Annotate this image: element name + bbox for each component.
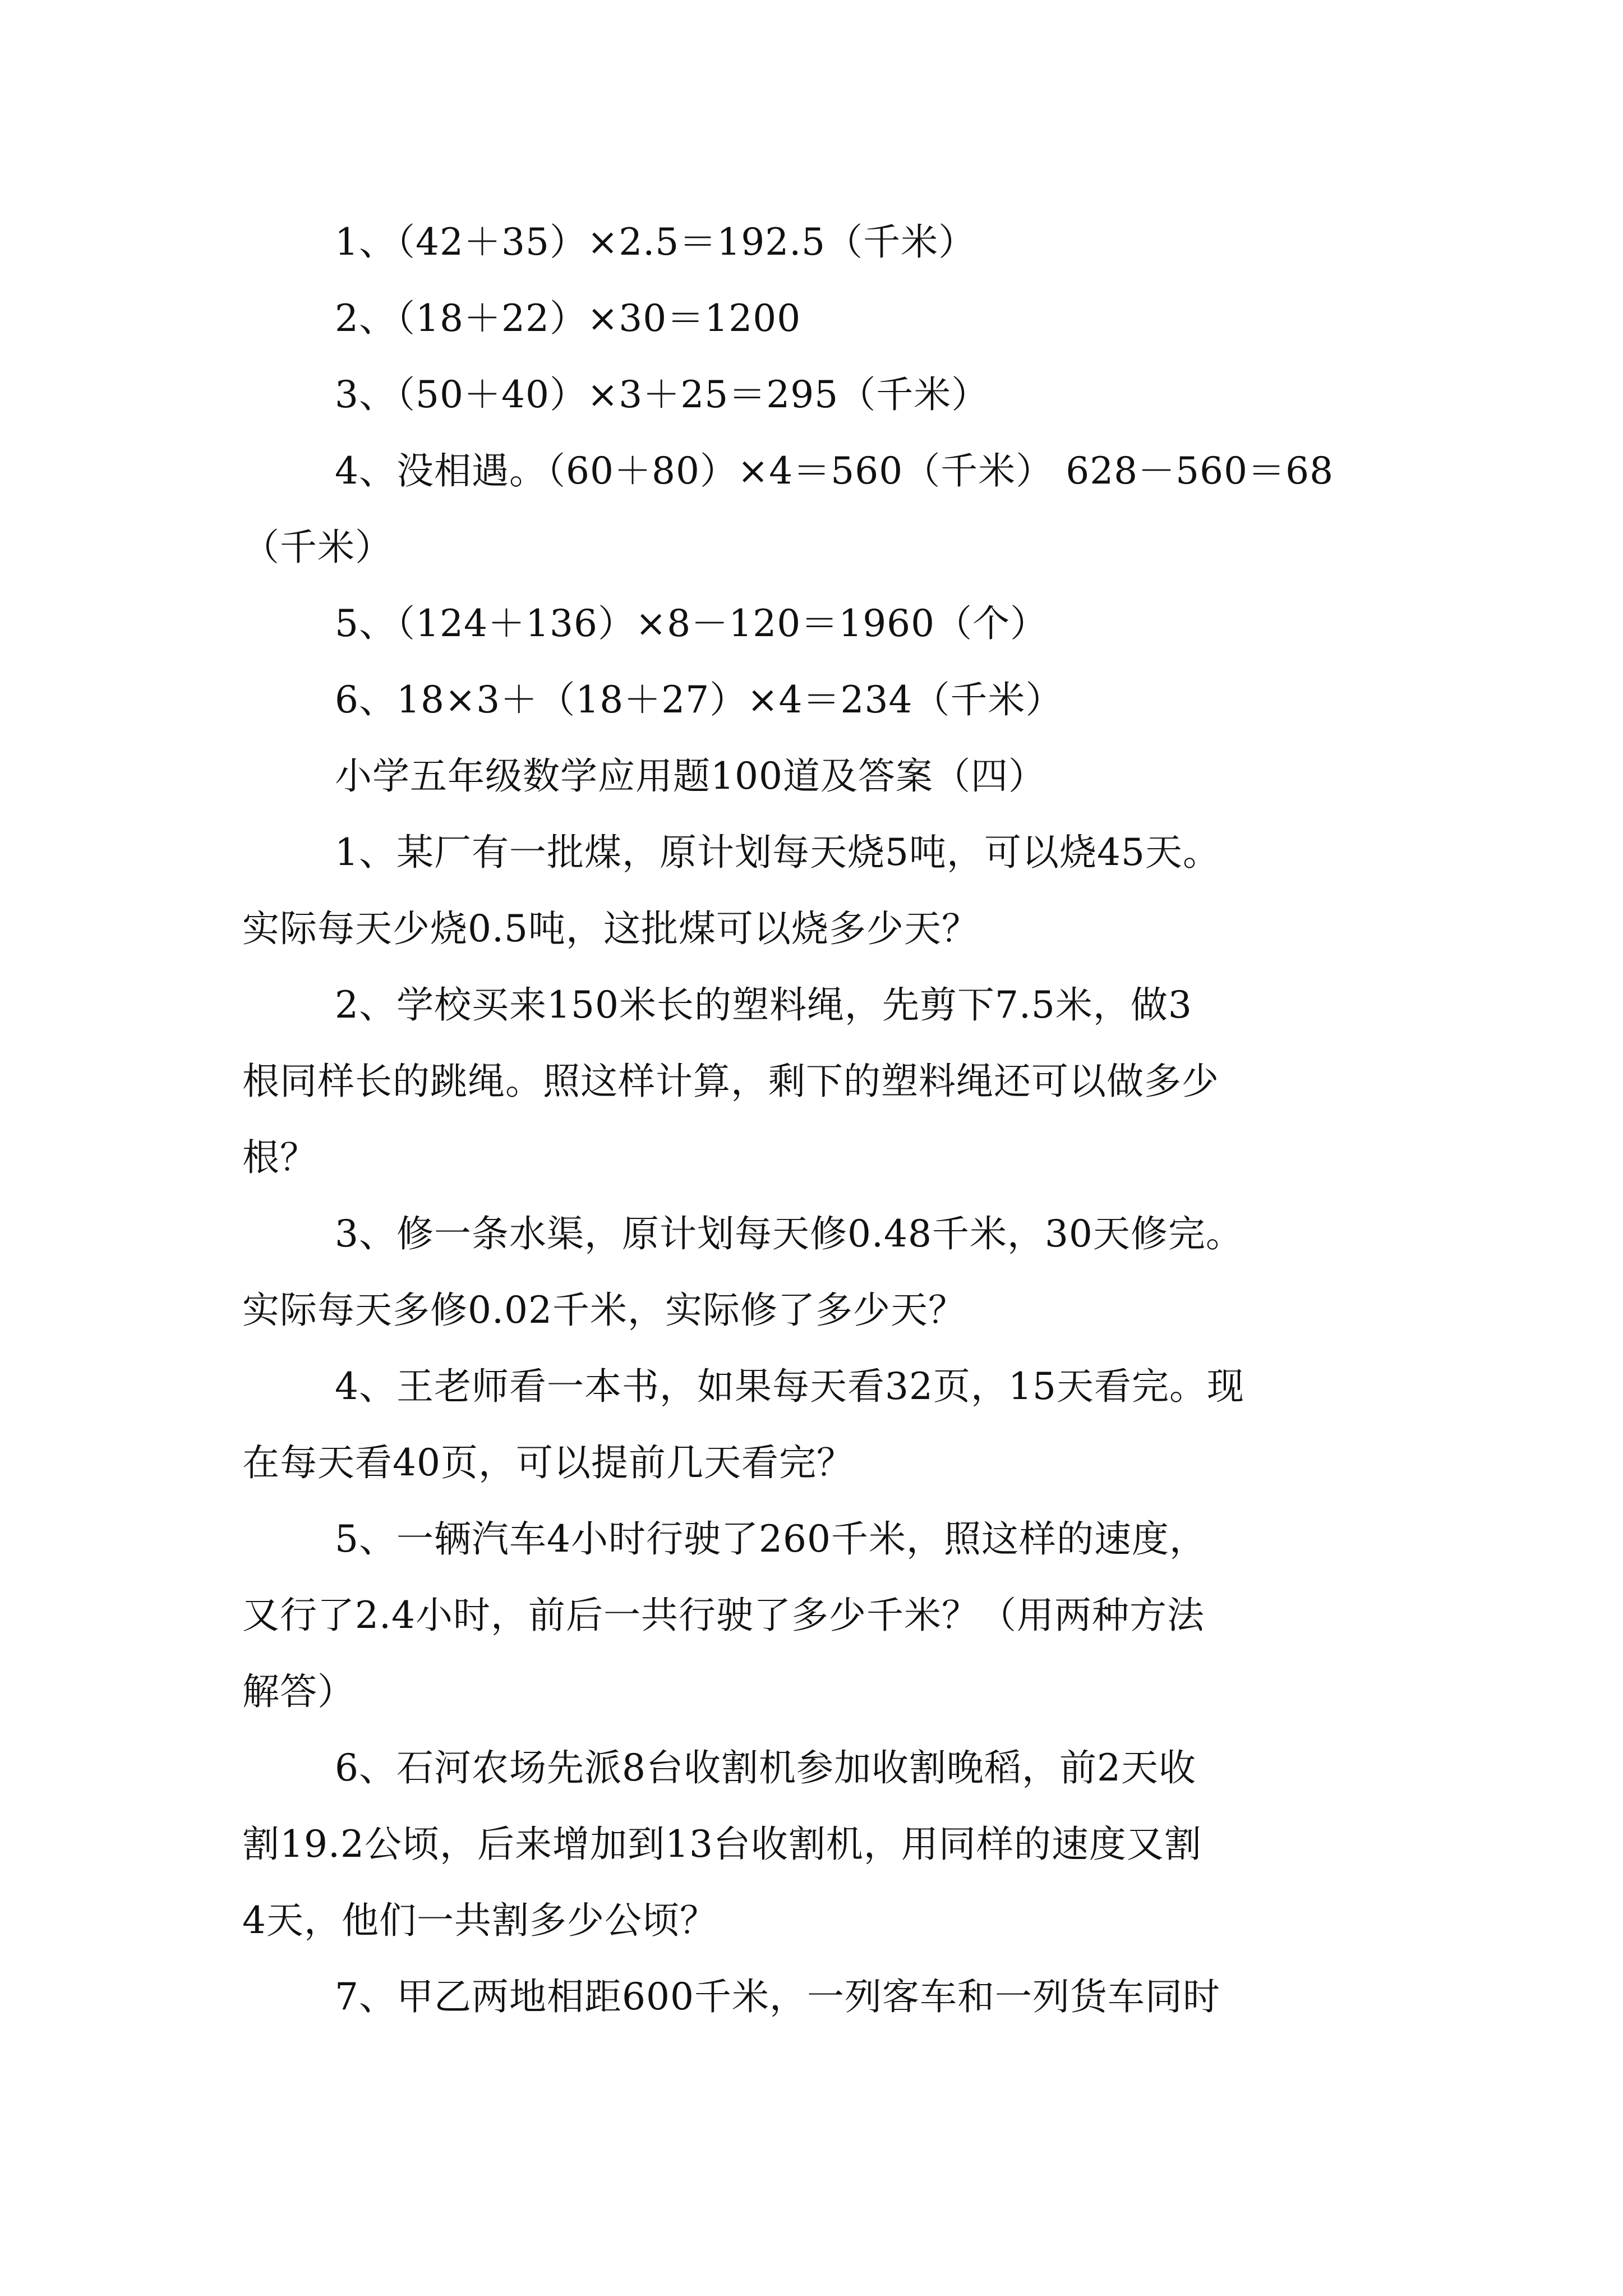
question-line: 实际每天多修0.02千米，实际修了多少天？ bbox=[242, 1289, 966, 1332]
section-title: 小学五年级数学应用题100道及答案（四） bbox=[335, 754, 1046, 798]
answer-line-6: 6、18×3＋（18＋27）×4＝234（千米） bbox=[335, 678, 1063, 721]
question-line: 3、修一条水渠，原计划每天修0.48千米，30天修完。 bbox=[335, 1212, 1243, 1255]
question-line: 实际每天少烧0.5吨，这批煤可以烧多少天？ bbox=[242, 907, 979, 950]
answer-line-1: 1、（42＋35）×2.5＝192.5（千米） bbox=[335, 220, 976, 264]
question-line: 7、甲乙两地相距600千米，一列客车和一列货车同时 bbox=[335, 1975, 1220, 2018]
question-line: 4天，他们一共割多少公顷？ bbox=[242, 1899, 717, 1942]
question-line: 根？ bbox=[242, 1136, 317, 1179]
question-line: 解答） bbox=[242, 1670, 355, 1713]
answer-line-3: 3、（50＋40）×3＋25＝295（千米） bbox=[335, 373, 989, 416]
question-line: 2、学校买来150米长的塑料绳，先剪下7.5米，做3 bbox=[335, 983, 1192, 1027]
answer-line-5: 5、（124＋136）×8－120＝1960（个） bbox=[335, 602, 1048, 645]
answer-line-4-cont: （千米） bbox=[242, 526, 393, 569]
question-line: 5、一辆汽车4小时行驶了260千米，照这样的速度， bbox=[335, 1517, 1207, 1561]
question-line: 1、某厂有一批煤，原计划每天烧5吨，可以烧45天。 bbox=[335, 831, 1220, 874]
question-line: 根同样长的跳绳。照这样计算，剩下的塑料绳还可以做多少 bbox=[242, 1060, 1219, 1103]
question-line: 在每天看40页，可以提前几天看完？ bbox=[242, 1441, 854, 1484]
question-line: 割19.2公顷，后来增加到13台收割机，用同样的速度又割 bbox=[242, 1823, 1202, 1866]
question-line: 6、石河农场先派8台收割机参加收割晚稻，前2天收 bbox=[335, 1746, 1196, 1789]
question-line: 4、王老师看一本书，如果每天看32页，15天看完。现 bbox=[335, 1365, 1244, 1408]
answer-line-4: 4、没相遇。（60＋80）×4＝560（千米） 628－560＝68 bbox=[335, 449, 1334, 493]
question-line: 又行了2.4小时，前后一共行驶了多少千米？（用两种方法 bbox=[242, 1594, 1205, 1637]
answer-line-2: 2、（18＋22）×30＝1200 bbox=[335, 297, 801, 340]
